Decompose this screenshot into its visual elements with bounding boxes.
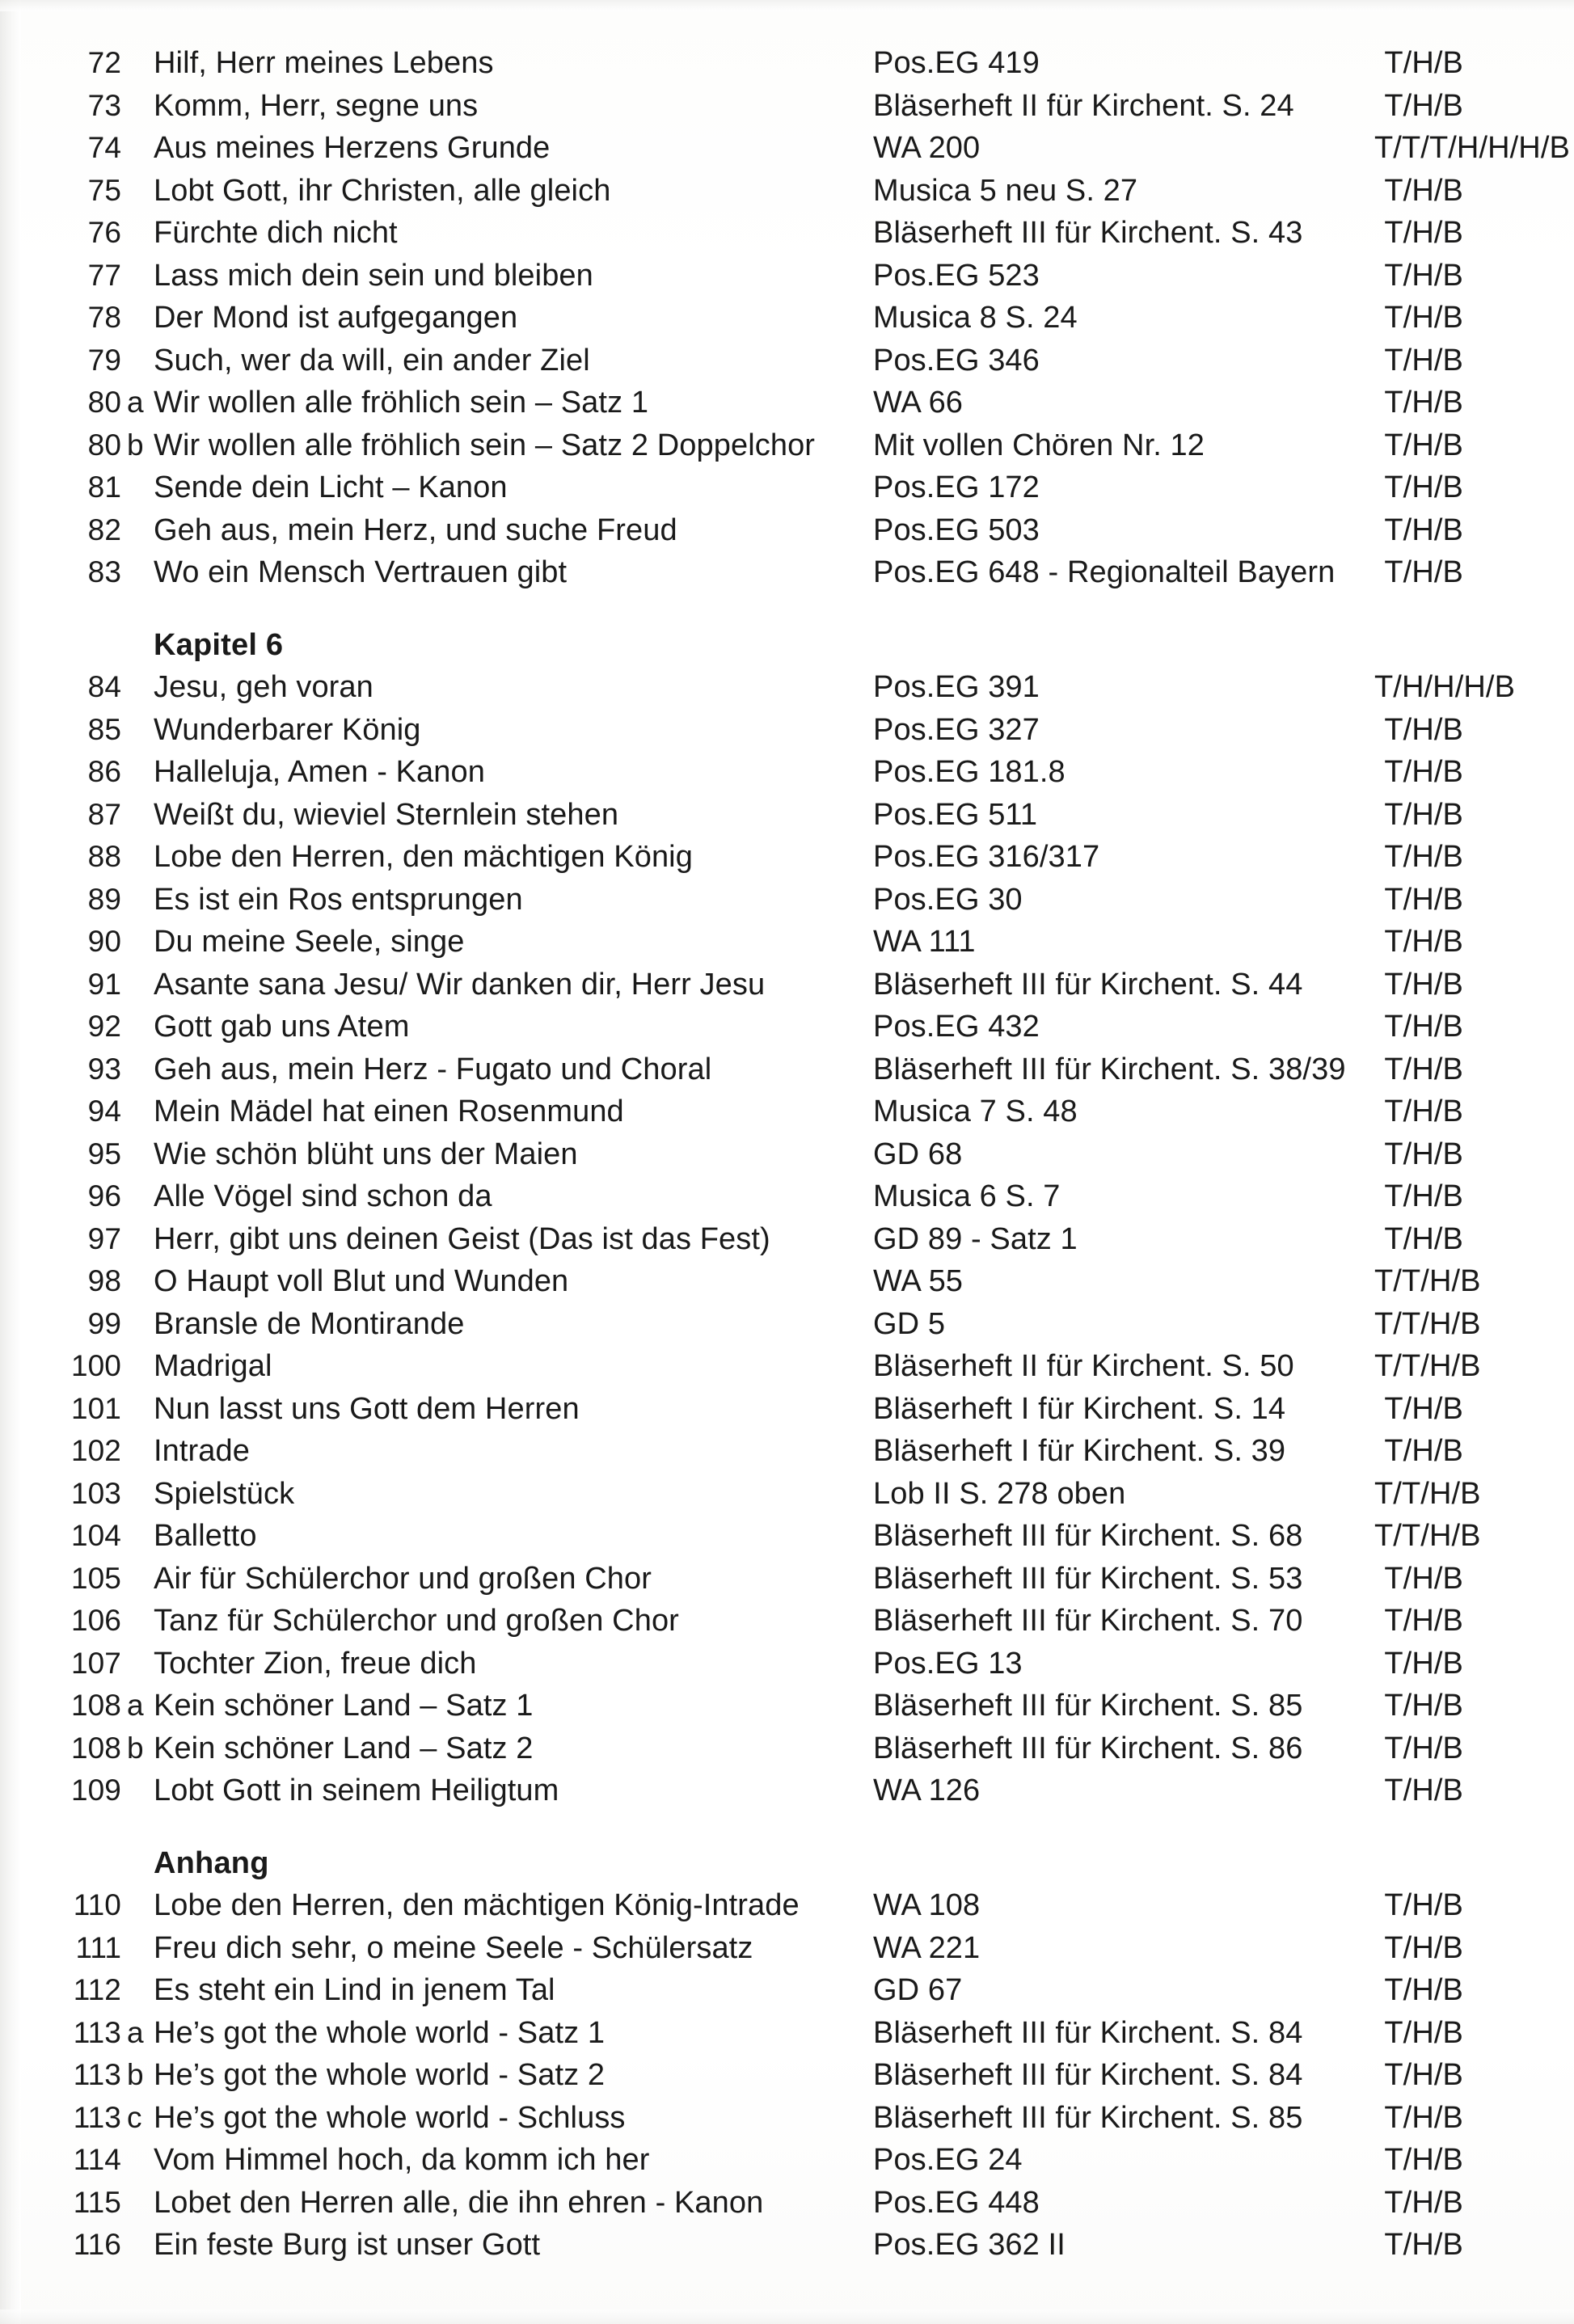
entry-parts-code: T/H/B bbox=[1384, 258, 1463, 293]
entry-parts-code: T/H/B bbox=[1384, 301, 1463, 335]
entry-parts-code: T/T/T/H/H/H/B bbox=[1374, 131, 1570, 165]
entry-title: Tanz für Schülerchor und großen Chor bbox=[154, 1604, 679, 1638]
entry-number: 76 bbox=[87, 216, 121, 249]
entry-title: Lobet den Herren alle, die ihn ehren - Kanon bbox=[154, 2185, 764, 2220]
entry-parts-code: T/H/B bbox=[1384, 2143, 1463, 2177]
entry-parts-code: T/H/B bbox=[1384, 1052, 1463, 1086]
entry-title: Der Mond ist aufgegangen bbox=[154, 301, 518, 335]
entry-source-reference: Pos.EG 24 bbox=[873, 2143, 1023, 2177]
entry-title: Es steht ein Lind in jenem Tal bbox=[154, 1973, 555, 2007]
entry-title: Jesu, geh voran bbox=[154, 670, 373, 704]
scan-edge-shadow-top bbox=[0, 0, 1574, 11]
entry-title: Kein schöner Land – Satz 2 bbox=[154, 1731, 534, 1765]
entry-parts-code: T/H/B bbox=[1384, 1179, 1463, 1213]
entry-number: 82 bbox=[87, 512, 121, 546]
table-row bbox=[0, 836, 1574, 879]
entry-number: 106 bbox=[70, 1604, 121, 1637]
entry-number-suffix: b bbox=[127, 2058, 144, 2091]
table-row bbox=[0, 382, 1574, 424]
entry-source-reference: Bläserheft III für Kirchent. S. 85 bbox=[873, 1689, 1303, 1723]
entry-title: Intrade bbox=[154, 1434, 251, 1468]
entry-number: 84 bbox=[87, 670, 121, 703]
entry-title: Hilf, Herr meines Lebens bbox=[154, 46, 494, 80]
entry-parts-code: T/T/H/B bbox=[1374, 1264, 1481, 1298]
entry-number-suffix: a bbox=[127, 386, 144, 419]
entry-source-reference: Pos.EG 346 bbox=[873, 343, 1040, 377]
entry-number: 72 bbox=[87, 46, 121, 79]
entry-number: 75 bbox=[87, 173, 121, 207]
entry-number: 74 bbox=[87, 131, 121, 164]
entry-parts-code: T/H/B bbox=[1384, 470, 1463, 504]
table-row bbox=[0, 794, 1574, 837]
entry-source-reference: Pos.EG 511 bbox=[873, 797, 1038, 832]
table-row bbox=[0, 1727, 1574, 1770]
entry-number: 93 bbox=[87, 1052, 121, 1086]
section-gap bbox=[0, 594, 1574, 624]
entry-number: 87 bbox=[87, 797, 121, 831]
entry-number: 95 bbox=[87, 1137, 121, 1170]
entry-source-reference: Musica 6 S. 7 bbox=[873, 1179, 1061, 1213]
entry-number: 108 bbox=[70, 1731, 121, 1765]
entry-source-reference: Pos.EG 648 - Regionalteil Bayern bbox=[873, 555, 1336, 589]
entry-title: Aus meines Herzens Grunde bbox=[154, 131, 551, 165]
entry-parts-code: T/H/B bbox=[1384, 216, 1463, 250]
entry-source-reference: Pos.EG 316/317 bbox=[873, 840, 1100, 874]
table-row bbox=[0, 1006, 1574, 1048]
entry-number: 86 bbox=[87, 755, 121, 788]
entry-source-reference: Bläserheft III für Kirchent. S. 44 bbox=[873, 967, 1303, 1002]
entry-source-reference: Pos.EG 362 II bbox=[873, 2228, 1066, 2262]
entry-number: 103 bbox=[70, 1476, 121, 1510]
entry-title: Kein schöner Land – Satz 1 bbox=[154, 1689, 534, 1723]
entry-parts-code: T/H/B bbox=[1384, 555, 1463, 589]
entry-source-reference: Bläserheft III für Kirchent. S. 84 bbox=[873, 2015, 1303, 2050]
entry-source-reference: Bläserheft III für Kirchent. S. 43 bbox=[873, 216, 1303, 250]
entry-title: Herr, gibt uns deinen Geist (Das ist das Fest) bbox=[154, 1221, 770, 1256]
table-row bbox=[0, 2012, 1574, 2055]
entry-number: 113 bbox=[73, 2100, 121, 2134]
entry-title: He’s got the whole world - Schluss bbox=[154, 2100, 626, 2135]
entry-parts-code: T/H/B bbox=[1384, 755, 1463, 789]
entry-number: 115 bbox=[73, 2185, 121, 2219]
entry-title: Lobe den Herren, den mächtigen König bbox=[154, 840, 693, 874]
entry-number: 104 bbox=[70, 1519, 121, 1552]
entry-parts-code: T/H/B bbox=[1384, 2100, 1463, 2135]
entry-source-reference: Pos.EG 327 bbox=[873, 712, 1040, 747]
entry-number: 73 bbox=[87, 88, 121, 122]
entry-title: Spielstück bbox=[154, 1476, 295, 1511]
entry-number-suffix: b bbox=[127, 1731, 144, 1765]
entry-parts-code: T/T/H/B bbox=[1374, 1476, 1481, 1511]
entry-parts-code: T/H/B bbox=[1384, 1646, 1463, 1681]
table-row bbox=[0, 1048, 1574, 1091]
entry-source-reference: Lob II S. 278 oben bbox=[873, 1476, 1126, 1511]
entry-number-suffix: b bbox=[127, 428, 144, 462]
entry-source-reference: Pos.EG 391 bbox=[873, 670, 1040, 704]
section-heading-row bbox=[0, 1842, 1574, 1885]
entry-source-reference: WA 200 bbox=[873, 131, 981, 165]
table-row bbox=[0, 170, 1574, 213]
entry-source-reference: Bläserheft I für Kirchent. S. 39 bbox=[873, 1434, 1286, 1468]
entry-parts-code: T/H/B bbox=[1384, 428, 1463, 462]
table-row bbox=[0, 921, 1574, 964]
entry-number: 105 bbox=[70, 1561, 121, 1595]
table-row bbox=[0, 1558, 1574, 1601]
entry-source-reference: Bläserheft III für Kirchent. S. 86 bbox=[873, 1731, 1303, 1765]
entry-title: Bransle de Montirande bbox=[154, 1306, 465, 1341]
entry-number: 88 bbox=[87, 840, 121, 873]
table-row bbox=[0, 1643, 1574, 1685]
entry-title: Vom Himmel hoch, da komm ich her bbox=[154, 2143, 650, 2177]
entry-title: Balletto bbox=[154, 1519, 257, 1553]
table-row bbox=[0, 1430, 1574, 1473]
entry-parts-code: T/H/B bbox=[1384, 1221, 1463, 1256]
entry-title: Wir wollen alle fröhlich sein – Satz 1 bbox=[154, 386, 649, 420]
entry-parts-code: T/H/B bbox=[1384, 2228, 1463, 2262]
table-row bbox=[0, 1685, 1574, 1727]
entry-source-reference: GD 68 bbox=[873, 1137, 963, 1171]
entry-number: 100 bbox=[70, 1349, 121, 1382]
table-row bbox=[0, 1969, 1574, 2012]
entry-number: 78 bbox=[87, 301, 121, 334]
table-row bbox=[0, 666, 1574, 709]
entry-parts-code: T/H/B bbox=[1384, 1010, 1463, 1044]
entry-number: 108 bbox=[70, 1689, 121, 1722]
entry-title: Mein Mädel hat einen Rosenmund bbox=[154, 1095, 624, 1128]
table-row bbox=[0, 1303, 1574, 1346]
table-row bbox=[0, 1218, 1574, 1261]
entry-number: 81 bbox=[87, 470, 121, 504]
table-row bbox=[0, 2224, 1574, 2267]
entry-title: Geh aus, mein Herz, und suche Freud bbox=[154, 512, 677, 547]
entry-number: 111 bbox=[75, 1930, 121, 1964]
table-row bbox=[0, 1473, 1574, 1516]
entry-parts-code: T/H/B bbox=[1384, 1774, 1463, 1807]
entry-parts-code: T/H/B bbox=[1384, 1095, 1463, 1128]
table-row bbox=[0, 1600, 1574, 1643]
entry-parts-code: T/H/B bbox=[1384, 2058, 1463, 2092]
entry-title: Alle Vögel sind schon da bbox=[154, 1179, 492, 1213]
entry-parts-code: T/H/B bbox=[1384, 1561, 1463, 1596]
entry-title: Lobt Gott, ihr Christen, alle gleich bbox=[154, 173, 611, 208]
entry-number: 79 bbox=[87, 343, 121, 377]
entry-parts-code: T/H/B bbox=[1384, 712, 1463, 747]
table-row bbox=[0, 964, 1574, 1006]
section-heading-label: Anhang bbox=[154, 1845, 269, 1880]
entry-parts-code: T/H/B bbox=[1384, 1973, 1463, 2007]
entry-title: Wie schön blüht uns der Maien bbox=[154, 1137, 578, 1171]
entry-title: Asante sana Jesu/ Wir danken dir, Herr Jesu bbox=[154, 967, 766, 1002]
entry-parts-code: T/H/B bbox=[1384, 1731, 1463, 1765]
entry-number: 102 bbox=[70, 1434, 121, 1467]
table-row bbox=[0, 1090, 1574, 1133]
entry-number: 94 bbox=[87, 1095, 121, 1128]
entry-title: He’s got the whole world - Satz 1 bbox=[154, 2015, 606, 2050]
entry-source-reference: Pos.EG 448 bbox=[873, 2185, 1040, 2220]
table-row bbox=[0, 2182, 1574, 2225]
entry-number: 98 bbox=[87, 1264, 121, 1297]
entry-parts-code: T/H/B bbox=[1384, 173, 1463, 208]
table-row bbox=[0, 1769, 1574, 1812]
entry-source-reference: Bläserheft III für Kirchent. S. 84 bbox=[873, 2058, 1303, 2092]
table-row bbox=[0, 212, 1574, 255]
entry-title: Sende dein Licht – Kanon bbox=[154, 470, 508, 504]
entry-number: 91 bbox=[87, 967, 121, 1001]
entry-title: O Haupt voll Blut und Wunden bbox=[154, 1264, 569, 1298]
entry-parts-code: T/H/B bbox=[1384, 1137, 1463, 1171]
entry-source-reference: Pos.EG 419 bbox=[873, 46, 1040, 80]
entry-title: Fürchte dich nicht bbox=[154, 216, 398, 250]
entry-title: Komm, Herr, segne uns bbox=[154, 88, 479, 123]
entry-title: Nun lasst uns Gott dem Herren bbox=[154, 1391, 580, 1426]
entry-source-reference: Pos.EG 172 bbox=[873, 470, 1040, 504]
entry-source-reference: Bläserheft II für Kirchent. S. 24 bbox=[873, 88, 1294, 123]
entry-source-reference: Bläserheft III für Kirchent. S. 53 bbox=[873, 1561, 1303, 1596]
entry-number: 101 bbox=[70, 1391, 121, 1425]
entry-number: 92 bbox=[87, 1010, 121, 1043]
entry-source-reference: Pos.EG 523 bbox=[873, 258, 1040, 293]
entry-number: 85 bbox=[87, 712, 121, 746]
entry-number: 99 bbox=[87, 1306, 121, 1340]
entry-source-reference: Bläserheft II für Kirchent. S. 50 bbox=[873, 1349, 1294, 1383]
entry-parts-code: T/H/B bbox=[1384, 2185, 1463, 2220]
entry-parts-code: T/H/H/H/B bbox=[1374, 670, 1516, 704]
table-row bbox=[0, 2054, 1574, 2097]
entry-title: Wir wollen alle fröhlich sein – Satz 2 Doppelchor bbox=[154, 428, 816, 462]
table-row bbox=[0, 297, 1574, 340]
entry-title: Ein feste Burg ist unser Gott bbox=[154, 2228, 541, 2262]
entry-parts-code: T/H/B bbox=[1384, 925, 1463, 959]
table-row bbox=[0, 879, 1574, 922]
entry-parts-code: T/H/B bbox=[1384, 1689, 1463, 1723]
section-heading-row bbox=[0, 624, 1574, 667]
entry-parts-code: T/H/B bbox=[1384, 46, 1463, 80]
table-row bbox=[0, 1345, 1574, 1388]
table-row bbox=[0, 509, 1574, 552]
entry-source-reference: WA 111 bbox=[873, 925, 976, 959]
entry-parts-code: T/T/H/B bbox=[1374, 1306, 1481, 1341]
entry-parts-code: T/H/B bbox=[1384, 797, 1463, 832]
entry-number: 114 bbox=[73, 2143, 121, 2176]
entry-number: 107 bbox=[70, 1646, 121, 1680]
table-row bbox=[0, 255, 1574, 297]
entry-title: Lobt Gott in seinem Heiligtum bbox=[154, 1774, 559, 1807]
table-row bbox=[0, 42, 1574, 85]
entry-source-reference: GD 89 - Satz 1 bbox=[873, 1221, 1078, 1256]
entry-parts-code: T/H/B bbox=[1384, 882, 1463, 917]
entry-number: 83 bbox=[87, 555, 121, 588]
entry-source-reference: Pos.EG 432 bbox=[873, 1010, 1040, 1044]
section-heading-label: Kapitel 6 bbox=[154, 627, 284, 662]
entry-source-reference: Mit vollen Chören Nr. 12 bbox=[873, 428, 1205, 462]
entry-source-reference: Bläserheft III für Kirchent. S. 38/39 bbox=[873, 1052, 1346, 1086]
entry-title: Weißt du, wieviel Sternlein stehen bbox=[154, 797, 619, 832]
entry-number: 112 bbox=[73, 1973, 121, 2006]
table-row bbox=[0, 2097, 1574, 2140]
table-row bbox=[0, 551, 1574, 594]
entry-title: He’s got the whole world - Satz 2 bbox=[154, 2058, 606, 2092]
entry-source-reference: Pos.EG 503 bbox=[873, 512, 1040, 547]
entry-parts-code: T/H/B bbox=[1384, 88, 1463, 123]
entry-source-reference: WA 126 bbox=[873, 1774, 981, 1807]
table-row bbox=[0, 127, 1574, 170]
entry-source-reference: Musica 5 neu S. 27 bbox=[873, 173, 1138, 208]
entry-title: Wunderbarer König bbox=[154, 712, 421, 747]
table-row bbox=[0, 340, 1574, 382]
table-row bbox=[0, 1515, 1574, 1558]
entry-source-reference: Pos.EG 30 bbox=[873, 882, 1023, 917]
entry-parts-code: T/H/B bbox=[1384, 840, 1463, 874]
entry-source-reference: GD 67 bbox=[873, 1973, 963, 2007]
entry-parts-code: T/T/H/B bbox=[1374, 1349, 1481, 1383]
entry-number: 96 bbox=[87, 1179, 121, 1213]
entry-parts-code: T/H/B bbox=[1384, 343, 1463, 377]
table-row bbox=[0, 1175, 1574, 1218]
entry-number: 113 bbox=[73, 2058, 121, 2091]
entry-parts-code: T/H/B bbox=[1384, 1888, 1463, 1922]
entry-parts-code: T/T/H/B bbox=[1374, 1519, 1481, 1553]
table-row bbox=[0, 85, 1574, 128]
entry-parts-code: T/H/B bbox=[1384, 1930, 1463, 1965]
entry-parts-code: T/H/B bbox=[1384, 386, 1463, 420]
entry-title: Lobe den Herren, den mächtigen König-Intrade bbox=[154, 1888, 800, 1922]
entry-title: Such, wer da will, ein ander Ziel bbox=[154, 343, 590, 377]
entry-source-reference: Pos.EG 13 bbox=[873, 1646, 1023, 1681]
entry-number: 97 bbox=[87, 1221, 121, 1255]
entry-source-reference: WA 55 bbox=[873, 1264, 964, 1298]
entry-number: 113 bbox=[73, 2015, 121, 2049]
entry-number: 90 bbox=[87, 925, 121, 958]
entry-title: Lass mich dein sein und bleiben bbox=[154, 258, 593, 293]
entry-parts-code: T/H/B bbox=[1384, 1604, 1463, 1638]
entry-number: 116 bbox=[73, 2228, 121, 2261]
entry-source-reference: WA 66 bbox=[873, 386, 964, 420]
entry-parts-code: T/H/B bbox=[1384, 967, 1463, 1002]
table-row bbox=[0, 466, 1574, 509]
table-row bbox=[0, 709, 1574, 752]
table-row bbox=[0, 1388, 1574, 1431]
entry-title: Halleluja, Amen - Kanon bbox=[154, 755, 485, 789]
entry-parts-code: T/H/B bbox=[1384, 1391, 1463, 1426]
entry-title: Wo ein Mensch Vertrauen gibt bbox=[154, 555, 568, 589]
entry-source-reference: WA 221 bbox=[873, 1930, 981, 1965]
entry-source-reference: Bläserheft III für Kirchent. S. 85 bbox=[873, 2100, 1303, 2135]
entry-number: 109 bbox=[70, 1774, 121, 1807]
entry-number: 77 bbox=[87, 258, 121, 292]
entry-number-suffix: c bbox=[127, 2100, 142, 2134]
table-row bbox=[0, 2139, 1574, 2182]
entry-source-reference: Bläserheft III für Kirchent. S. 70 bbox=[873, 1604, 1303, 1638]
table-row bbox=[0, 1884, 1574, 1927]
entry-number-suffix: a bbox=[127, 2015, 144, 2049]
entry-title: Air für Schülerchor und großen Chor bbox=[154, 1561, 652, 1596]
entry-parts-code: T/H/B bbox=[1384, 2015, 1463, 2050]
entry-source-reference: Bläserheft I für Kirchent. S. 14 bbox=[873, 1391, 1286, 1426]
entry-title: Du meine Seele, singe bbox=[154, 925, 465, 959]
entry-number: 89 bbox=[87, 882, 121, 916]
entry-title: Madrigal bbox=[154, 1349, 272, 1383]
table-row bbox=[0, 1927, 1574, 1970]
table-row bbox=[0, 1133, 1574, 1176]
table-row bbox=[0, 424, 1574, 467]
entry-number: 110 bbox=[73, 1888, 121, 1921]
entry-title: Geh aus, mein Herz - Fugato und Choral bbox=[154, 1052, 712, 1086]
entry-number-suffix: a bbox=[127, 1689, 144, 1722]
scan-edge-shadow-bottom bbox=[0, 2309, 1574, 2324]
entry-title: Gott gab uns Atem bbox=[154, 1010, 410, 1044]
entry-source-reference: Musica 7 S. 48 bbox=[873, 1095, 1078, 1128]
entry-source-reference: Pos.EG 181.8 bbox=[873, 755, 1066, 789]
entry-number: 80 bbox=[87, 428, 121, 462]
entry-title: Es ist ein Ros entsprungen bbox=[154, 882, 523, 917]
table-row bbox=[0, 751, 1574, 794]
entry-number: 80 bbox=[87, 386, 121, 419]
entry-source-reference: Musica 8 S. 24 bbox=[873, 301, 1078, 335]
entry-source-reference: WA 108 bbox=[873, 1888, 981, 1922]
entry-source-reference: GD 5 bbox=[873, 1306, 946, 1341]
entry-parts-code: T/H/B bbox=[1384, 1434, 1463, 1468]
entry-title: Tochter Zion, freue dich bbox=[154, 1646, 477, 1681]
entry-source-reference: Bläserheft III für Kirchent. S. 68 bbox=[873, 1519, 1303, 1553]
entry-parts-code: T/H/B bbox=[1384, 512, 1463, 547]
entry-title: Freu dich sehr, o meine Seele - Schülersatz bbox=[154, 1930, 753, 1965]
table-row bbox=[0, 1260, 1574, 1303]
section-gap bbox=[0, 1812, 1574, 1842]
index-table bbox=[0, 42, 1574, 2267]
